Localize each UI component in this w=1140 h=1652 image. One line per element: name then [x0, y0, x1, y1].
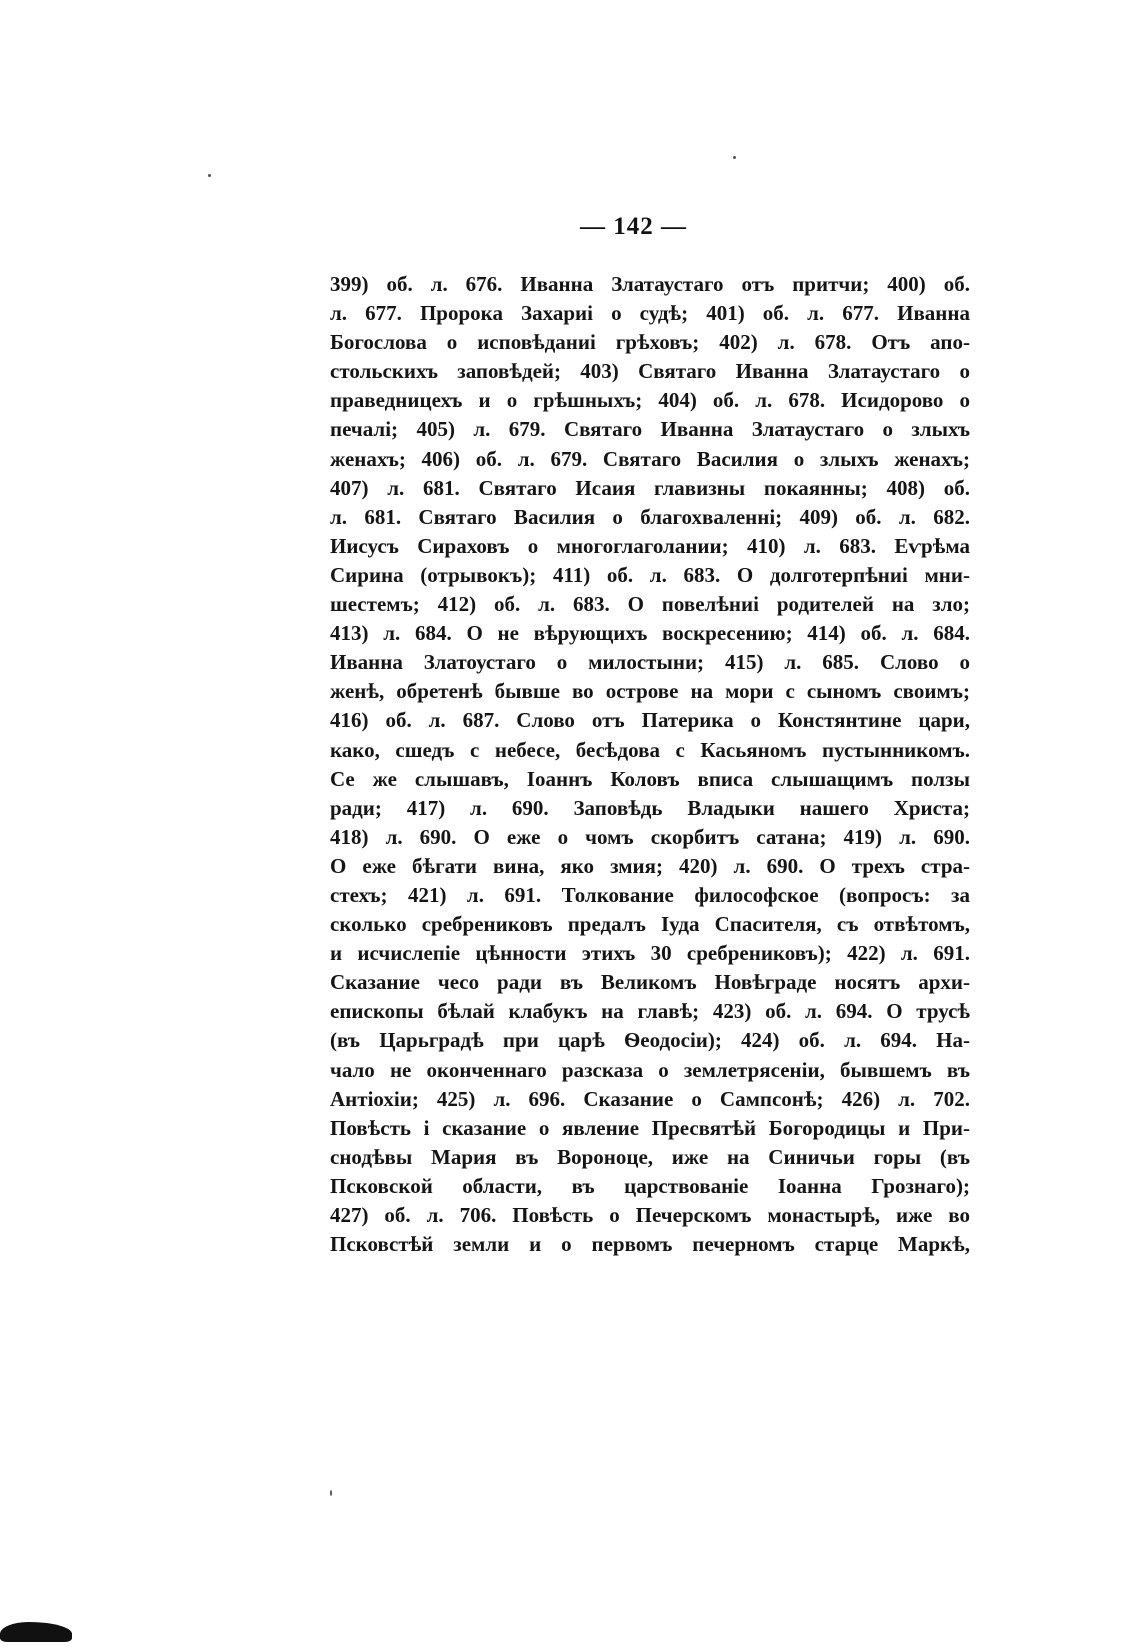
- body-text: [330, 270, 970, 1259]
- text-line: 416) об. л. 687. Слово отъ Патерика о Констянтине цари,: [330, 708, 970, 733]
- scan-blot: [0, 1622, 72, 1642]
- text-line: стехъ; 421) л. 691. Толкование философское (вопросъ: за: [330, 882, 970, 907]
- text-line: О еже бѣгати вина, яко змия; 420) л. 690. О трехъ стра-: [330, 853, 970, 878]
- text-line: Иванна Златоустаго о милостыни; 415) л. 685. Слово о: [330, 650, 970, 675]
- text-line: како, сшедъ с небесе, бесѣдова с Касьяномъ пустынникомъ.: [330, 737, 970, 762]
- text-line: праведницехъ и о грѣшныхъ; 404) об. л. 678. Исидорово о: [330, 388, 970, 413]
- text-line: Псковстѣй земли и о первомъ печерномъ старце Маркѣ,: [330, 1232, 970, 1257]
- scan-speck: [208, 174, 211, 177]
- text-line: Сказание чесо ради въ Великомъ Новѣграде носятъ архи-: [330, 970, 970, 995]
- scan-speck: [733, 156, 736, 159]
- text-line: Псковской области, въ царствованіе Іоанна Грознаго);: [330, 1173, 970, 1198]
- text-line: 427) об. л. 706. Повѣсть о Печерскомъ монастырѣ, иже во: [330, 1203, 970, 1227]
- text-line: стольскихъ заповѣдей; 403) Святаго Иванна Златаустаго о: [330, 359, 970, 384]
- text-line: шестемъ; 412) об. л. 683. О повелѣниі родителей на зло;: [330, 592, 970, 617]
- text-line: сколько сребрениковъ предалъ Іуда Спасителя, съ отвѣтомъ,: [330, 912, 970, 937]
- text-line: и исчислепіе цѣнности этихъ 30 сребрениковъ); 422) л. 691.: [330, 941, 970, 966]
- text-line: Иисусъ Сираховъ о многоглаголании; 410) л. 683. Еѵрѣма: [330, 533, 970, 558]
- text-line: Богослова о исповѣданиі грѣховъ; 402) л. 678. Отъ апо-: [330, 330, 970, 355]
- text-line: ради; 417) л. 690. Заповѣдь Владыки нашего Христа;: [330, 795, 970, 820]
- text-line: Сирина (отрывокъ); 411) об. л. 683. О долготерпѣниі мни-: [330, 562, 970, 587]
- text-line: 407) л. 681. Святаго Исаия главизны покаянны; 408) об.: [330, 475, 970, 500]
- scan-speck: [330, 1490, 332, 1496]
- text-line: Се же слышавъ, Іоаннъ Коловъ вписа слышащимъ ползы: [330, 766, 970, 791]
- text-line: епископы бѣлай клабукъ на главѣ; 423) об. л. 694. О трусѣ: [330, 999, 970, 1024]
- text-line: 399) об. л. 676. Иванна Златаустаго отъ притчи; 400) об.: [330, 272, 970, 296]
- text-line: чало не оконченнаго разсказа о землетрясеніи, бывшемъ въ: [330, 1057, 970, 1082]
- text-line: печалі; 405) л. 679. Святаго Иванна Златаустаго о злыхъ: [330, 417, 970, 442]
- text-line: л. 681. Святаго Василия о благохваленні; 409) об. л. 682.: [330, 504, 970, 529]
- page-number: — 142 —: [580, 213, 687, 240]
- text-line: 413) л. 684. О не вѣрующихъ воскресению; 414) об. л. 684.: [330, 621, 970, 646]
- text-line: л. 677. Пророка Захариі о судѣ; 401) об. л. 677. Иванна: [330, 301, 970, 326]
- text-line: Повѣсть і сказание о явление Пресвятѣй Богородицы и При-: [330, 1115, 970, 1140]
- text-line: Антіохіи; 425) л. 696. Сказание о Сампсонѣ; 426) л. 702.: [330, 1086, 970, 1111]
- text-line: женахъ; 406) об. л. 679. Святаго Василия о злыхъ женахъ;: [330, 446, 970, 471]
- text-line: женѣ, обретенѣ бывше во острове на мори с сыномъ своимъ;: [330, 679, 970, 704]
- text-line: 418) л. 690. О еже о чомъ скорбитъ сатана; 419) л. 690.: [330, 824, 970, 849]
- text-line: (въ Царьградѣ при царѣ Ѳеодосіи); 424) об. л. 694. На-: [330, 1028, 970, 1053]
- text-line: снодѣвы Мария въ Вороноце, иже на Синичьи горы (въ: [330, 1144, 970, 1169]
